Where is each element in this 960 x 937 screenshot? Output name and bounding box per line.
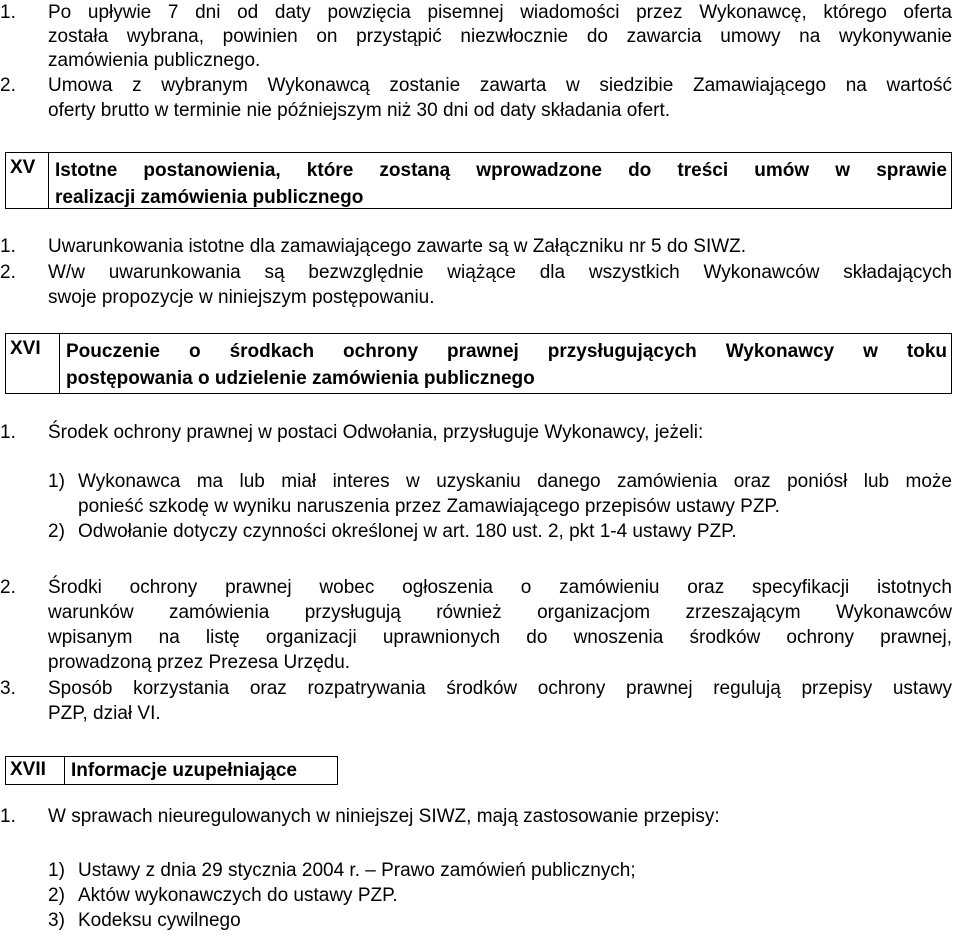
- section-title-line-1: Informacje uzupełniające: [71, 760, 297, 781]
- section-xvi-item-2-line-1: Środki ochrony prawnej wobec ogłoszenia o zamówieniu oraz specyfikacji istotnych: [48, 577, 952, 598]
- list-number: 2.: [0, 577, 16, 598]
- section-title: [49, 153, 951, 208]
- intro-item-1-line-3: zamówienia publicznego.: [48, 50, 261, 71]
- sub-list-number: 3): [48, 910, 65, 931]
- list-number: 1.: [0, 422, 16, 443]
- section-xvii-item-1-text: W sprawach nieuregulowanych w niniejszej SIWZ, mają zastosowanie przepisy:: [48, 806, 720, 827]
- sub-list-number: 1): [48, 471, 65, 492]
- intro-item-2-line-2: oferty brutto w terminie nie późniejszym niż 30 dni od daty składania ofert.: [48, 100, 671, 121]
- sub-item-2-text: Aktów wykonawczych do ustawy PZP.: [78, 885, 398, 906]
- section-title: [60, 334, 951, 393]
- list-number: 2.: [0, 262, 16, 283]
- sub-item-1-line-2: ponieść szkodę w wyniku naruszenia przez Zamawiającego przepisów ustawy PZP.: [78, 496, 780, 517]
- section-title-line-2: realizacji zamówienia publicznego: [55, 187, 364, 208]
- section-xvi-item-2-line-4: prowadzoną przez Prezesa Urzędu.: [48, 652, 351, 673]
- section-xvi-item-3-line-2: PZP, dział VI.: [48, 703, 161, 724]
- intro-item-1-line-1: Po upływie 7 dni od daty powzięcia pisemnej wiadomości przez Wykonawcę, którego oferta: [48, 2, 952, 23]
- list-number: 1.: [0, 806, 16, 827]
- sub-item-1-line-1: Wykonawca ma lub miał interes w uzyskaniu danego zamówienia oraz poniósł lub może: [78, 471, 952, 492]
- section-xvi-item-2-line-3: wpisanym na listę organizacji uprawnionych do wnoszenia środków ochrony prawnej,: [48, 627, 952, 648]
- section-xvi-item-3-line-1: Sposób korzystania oraz rozpatrywania środków ochrony prawnej regulują przepisy ustawy: [48, 678, 952, 699]
- sub-item-2-text: Odwołanie dotyczy czynności określonej w art. 180 ust. 2, pkt 1-4 ustawy PZP.: [78, 521, 737, 542]
- section-xv-item-2-line-1: W/w uwarunkowania są bezwzględnie wiążące dla wszystkich Wykonawców składających: [48, 262, 952, 283]
- section-title-line-1: Istotne postanowienia, które zostaną wprowadzone do treści umów w sprawie: [55, 160, 947, 181]
- sub-list-number: 1): [48, 860, 65, 881]
- section-xv-item-2-line-2: swoje propozycje w niniejszym postępowaniu.: [48, 287, 435, 308]
- section-number: XVI: [6, 334, 60, 393]
- section-xvi-item-2-line-2: warunków zamówienia przysługują również organizacjom zrzeszającym Wykonawców: [48, 602, 952, 623]
- section-xvi-item-1-text: Środek ochrony prawnej w postaci Odwołania, przysługuje Wykonawcy, jeżeli:: [48, 422, 704, 443]
- intro-item-2-line-1: Umowa z wybranym Wykonawcą zostanie zawarta w siedzibie Zamawiającego na wartość: [48, 75, 952, 96]
- sub-list-number: 2): [48, 885, 65, 906]
- section-xv-item-1-text: Uwarunkowania istotne dla zamawiającego zawarte są w Załączniku nr 5 do SIWZ.: [48, 236, 747, 257]
- list-number: 1.: [0, 2, 16, 23]
- section-xvii-header: [5, 756, 338, 785]
- list-number: 3.: [0, 678, 16, 699]
- section-xvi-header: [5, 333, 952, 394]
- section-title-line-2: postępowania o udzielenie zamówienia publicznego: [66, 368, 535, 389]
- section-title-line-1: Pouczenie o środkach ochrony prawnej przysługujących Wykonawcy w toku: [66, 341, 947, 362]
- section-number: XVII: [6, 757, 65, 784]
- sub-item-1-text: Ustawy z dnia 29 stycznia 2004 r. – Prawo zamówień publicznych;: [78, 860, 636, 881]
- list-number: 2.: [0, 75, 16, 96]
- section-title: [65, 757, 337, 784]
- list-number: 1.: [0, 236, 16, 257]
- sub-item-3-text: Kodeksu cywilnego: [78, 910, 241, 931]
- sub-list-number: 2): [48, 521, 65, 542]
- section-number: XV: [6, 153, 49, 208]
- intro-item-1-line-2: została wybrana, powinien on przystąpić niezwłocznie do zawarcia umowy na wykonywanie: [48, 26, 952, 47]
- section-xv-header: [5, 152, 952, 209]
